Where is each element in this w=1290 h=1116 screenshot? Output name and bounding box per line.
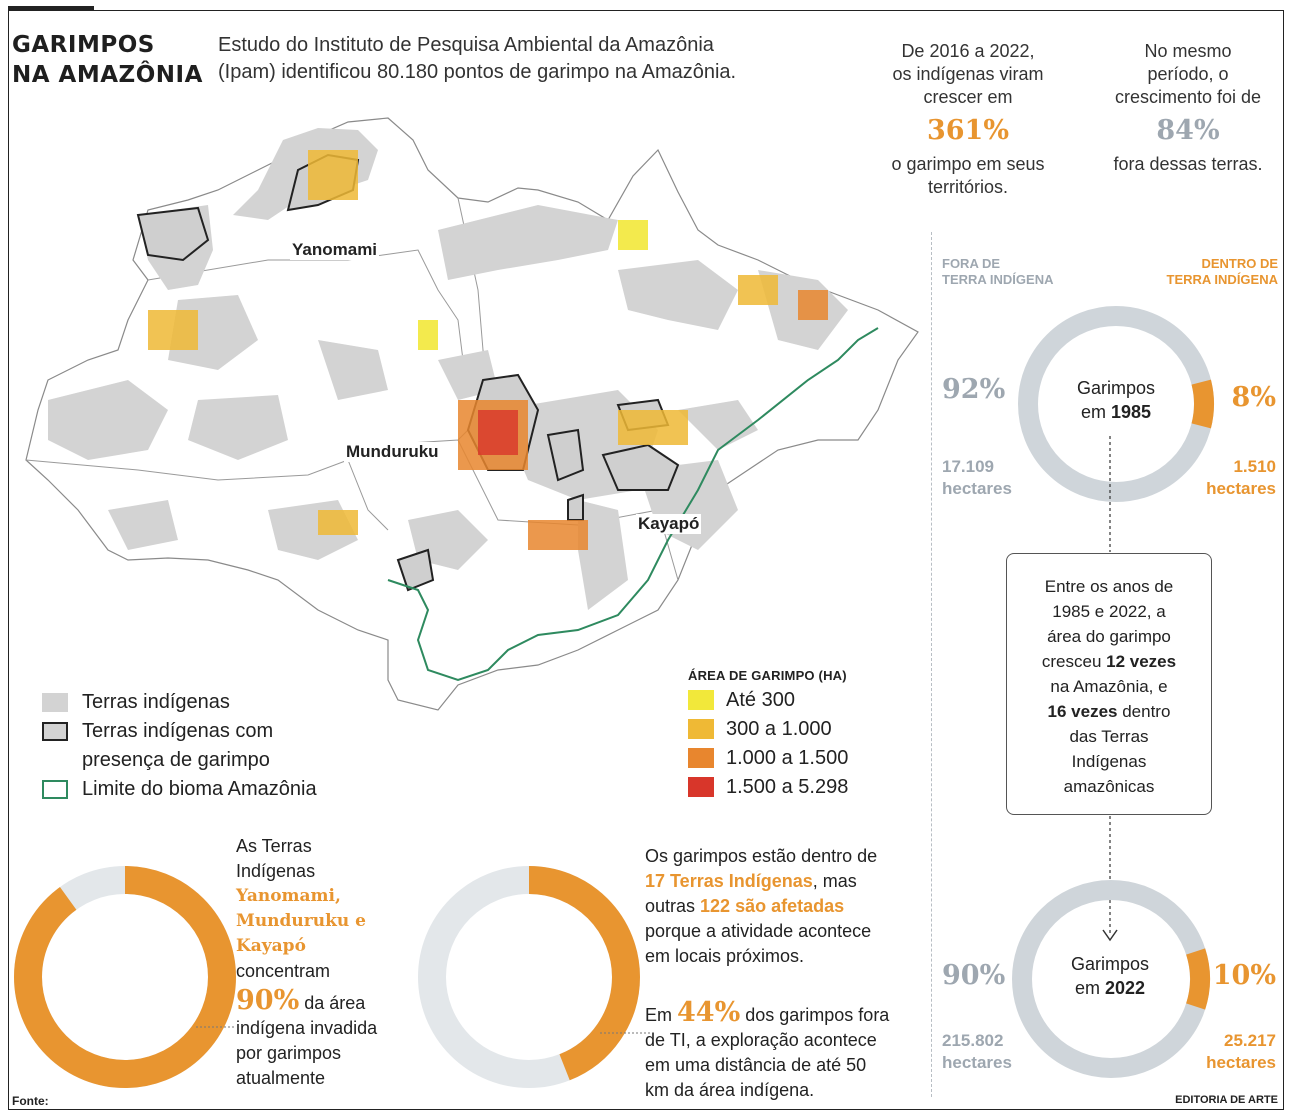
stat-outside-line: No mesmo bbox=[1144, 41, 1232, 61]
legend-item-ti-garimpo-2 bbox=[42, 746, 317, 775]
stat-inside-value: 361% bbox=[926, 115, 1009, 146]
stat-outside-line: período, o bbox=[1147, 64, 1229, 84]
map-label-kayapo: Kayapó bbox=[638, 514, 700, 533]
stat-inside-line: os indígenas viram bbox=[892, 64, 1044, 84]
legend-item-biome bbox=[42, 775, 317, 804]
map-legend bbox=[42, 688, 317, 804]
donut-2022-outside-ha bbox=[942, 1030, 1012, 1074]
area-legend-title: ÁREA DE GARIMPO (HA) bbox=[688, 668, 847, 683]
donut-concentration-segment bbox=[28, 880, 222, 1074]
donut-1985-outside-ha bbox=[942, 456, 1012, 500]
source-label: Fonte: bbox=[12, 1094, 49, 1108]
affected-line: Os garimpos estão dentro de bbox=[645, 846, 878, 866]
legend-swatch bbox=[688, 690, 714, 710]
area-legend bbox=[688, 666, 848, 802]
concentration-leader-line bbox=[196, 1024, 236, 1030]
area-legend-item bbox=[688, 773, 848, 802]
stat-outside-line: fora dessas terras. bbox=[1113, 154, 1263, 174]
affected-line: , mas bbox=[812, 871, 857, 891]
stat-outside-line: crescimento foi de bbox=[1114, 87, 1262, 107]
area-legend-item bbox=[688, 744, 848, 773]
map-label-yanomami: Yanomami bbox=[292, 240, 378, 259]
donut-2022-inside-pct: 10% bbox=[1212, 960, 1276, 991]
area-legend-item bbox=[688, 715, 848, 744]
concentration-line: As Terras bbox=[236, 836, 312, 856]
donut-2022-outside-pct: 90% bbox=[942, 960, 1006, 991]
growth-line: na Amazônia, e bbox=[1050, 677, 1168, 696]
legend-swatch bbox=[688, 719, 714, 739]
header-line: TERRA INDÍGENA bbox=[1166, 272, 1278, 287]
legend-label: 300 a 1.000 bbox=[726, 718, 832, 740]
distance-leader-line bbox=[600, 1030, 650, 1036]
donut-label-line: em bbox=[1080, 402, 1111, 422]
hect-value: 1.510 bbox=[1233, 457, 1276, 476]
legend-label: presença de garimpo bbox=[82, 749, 270, 771]
concentration-line: concentram bbox=[236, 961, 331, 981]
stat-inside-line: territórios. bbox=[927, 177, 1008, 197]
affected-line: em locais próximos. bbox=[645, 946, 805, 966]
growth-highlight: 16 vezes bbox=[1047, 702, 1118, 721]
concentration-line: Indígenas bbox=[236, 861, 316, 881]
distance-line: km da área indígena. bbox=[645, 1080, 815, 1100]
distance-text bbox=[645, 997, 890, 1103]
legend-item-ti bbox=[42, 688, 317, 717]
hect-unit: hectares bbox=[1206, 479, 1276, 498]
donut-1985-inside-ha bbox=[1206, 456, 1276, 500]
growth-line: das Terras bbox=[1069, 727, 1149, 746]
donut-2022-inside-ha bbox=[1206, 1030, 1276, 1074]
distance-value: 44% bbox=[677, 997, 741, 1028]
legend-label: Até 300 bbox=[726, 689, 795, 711]
map-label-munduruku: Munduruku bbox=[346, 442, 439, 461]
stat-outside-territories bbox=[1098, 40, 1278, 176]
legend-label: Terras indígenas com bbox=[82, 720, 274, 742]
concentration-highlight: Munduruku e bbox=[236, 911, 366, 931]
header-line: DENTRO DE bbox=[1201, 256, 1278, 271]
distance-line: Em bbox=[645, 1005, 678, 1025]
affected-line: outras bbox=[645, 896, 701, 916]
donut-label-line: Garimpos bbox=[1076, 378, 1156, 398]
vertical-divider bbox=[931, 232, 932, 1097]
area-legend-item bbox=[688, 686, 848, 715]
header-line: TERRA INDÍGENA bbox=[942, 272, 1054, 287]
hect-unit: hectares bbox=[942, 479, 1012, 498]
donut-label-line: em bbox=[1074, 978, 1105, 998]
header-inside-ti bbox=[1167, 256, 1278, 288]
legend-swatch bbox=[42, 780, 68, 799]
legend-label: 1.000 a 1.500 bbox=[726, 747, 849, 769]
title-line-1: GARIMPOS bbox=[12, 32, 155, 58]
stat-inside-line: o garimpo em seus bbox=[891, 154, 1045, 174]
concentration-line: atualmente bbox=[236, 1068, 326, 1088]
hect-value: 25.217 bbox=[1224, 1031, 1276, 1050]
affected-line: porque a atividade acontece bbox=[645, 921, 872, 941]
intro-line-1: Estudo do Instituto de Pesquisa Ambiental da Amazônia bbox=[218, 34, 714, 56]
legend-item-ti-garimpo bbox=[42, 717, 317, 746]
concentration-highlight: Yanomami, bbox=[236, 886, 341, 906]
stat-inside-line: crescer em bbox=[923, 87, 1013, 107]
growth-line: dentro bbox=[1117, 702, 1171, 721]
concentration-text bbox=[236, 834, 377, 1091]
affected-highlight: 17 Terras Indígenas bbox=[645, 871, 813, 891]
legend-swatch bbox=[688, 748, 714, 768]
donut-concentration bbox=[10, 862, 240, 1092]
amazon-map bbox=[18, 110, 928, 720]
donut-1985-outside-pct: 92% bbox=[942, 374, 1006, 405]
growth-box bbox=[1006, 553, 1212, 815]
concentration-highlight: Kayapó bbox=[236, 936, 306, 956]
legend-label: Limite do bioma Amazônia bbox=[82, 778, 317, 800]
legend-label: Terras indígenas bbox=[82, 691, 230, 713]
hect-unit: hectares bbox=[942, 1053, 1012, 1072]
concentration-line: da área bbox=[299, 993, 366, 1013]
legend-swatch bbox=[42, 722, 68, 741]
title-line-2: NA AMAZÔNIA bbox=[12, 62, 203, 88]
header-line: FORA DE bbox=[942, 256, 1001, 271]
donut-1985-inside-pct: 8% bbox=[1231, 382, 1276, 413]
stat-inside-line: De 2016 a 2022, bbox=[901, 41, 1035, 61]
growth-line: Entre os anos de bbox=[1044, 577, 1174, 596]
growth-line: área do garimpo bbox=[1047, 627, 1171, 646]
donut-label-year: 2022 bbox=[1104, 978, 1146, 998]
growth-highlight: 12 vezes bbox=[1106, 652, 1177, 671]
growth-line: 1985 e 2022, a bbox=[1052, 602, 1166, 621]
concentration-line: por garimpos bbox=[236, 1043, 342, 1063]
donut-2022-label bbox=[1050, 952, 1170, 1000]
donut-label-year: 1985 bbox=[1110, 402, 1152, 422]
intro-text bbox=[218, 32, 736, 86]
donut-1985-label bbox=[1056, 376, 1176, 424]
legend-label: 1.500 a 5.298 bbox=[726, 776, 849, 798]
donut-distance bbox=[414, 862, 644, 1092]
donut-label-line: Garimpos bbox=[1070, 954, 1150, 974]
distance-line: dos garimpos fora bbox=[740, 1005, 890, 1025]
stat-outside-value: 84% bbox=[1156, 115, 1220, 146]
growth-line: cresceu bbox=[1041, 652, 1107, 671]
affected-highlight: 122 são afetadas bbox=[700, 896, 845, 916]
page-title bbox=[12, 30, 203, 90]
hect-unit: hectares bbox=[1206, 1053, 1276, 1072]
credit-label: EDITORIA DE ARTE bbox=[1175, 1094, 1278, 1106]
header-outside-ti bbox=[942, 256, 1053, 288]
hect-value: 215.802 bbox=[942, 1031, 1004, 1050]
distance-line: em uma distância de até 50 bbox=[645, 1055, 867, 1075]
concentration-line: indígena invadida bbox=[236, 1018, 378, 1038]
legend-swatch bbox=[42, 693, 68, 712]
distance-line: de TI, a exploração acontece bbox=[645, 1030, 877, 1050]
growth-line: amazônicas bbox=[1063, 777, 1155, 796]
intro-line-2: (Ipam) identificou 80.180 pontos de garimpo na Amazônia. bbox=[218, 61, 737, 83]
legend-swatch bbox=[688, 777, 714, 797]
affected-text bbox=[645, 844, 877, 969]
hect-value: 17.109 bbox=[942, 457, 994, 476]
concentration-value: 90% bbox=[236, 985, 300, 1016]
growth-line: Indígenas bbox=[1071, 752, 1147, 771]
